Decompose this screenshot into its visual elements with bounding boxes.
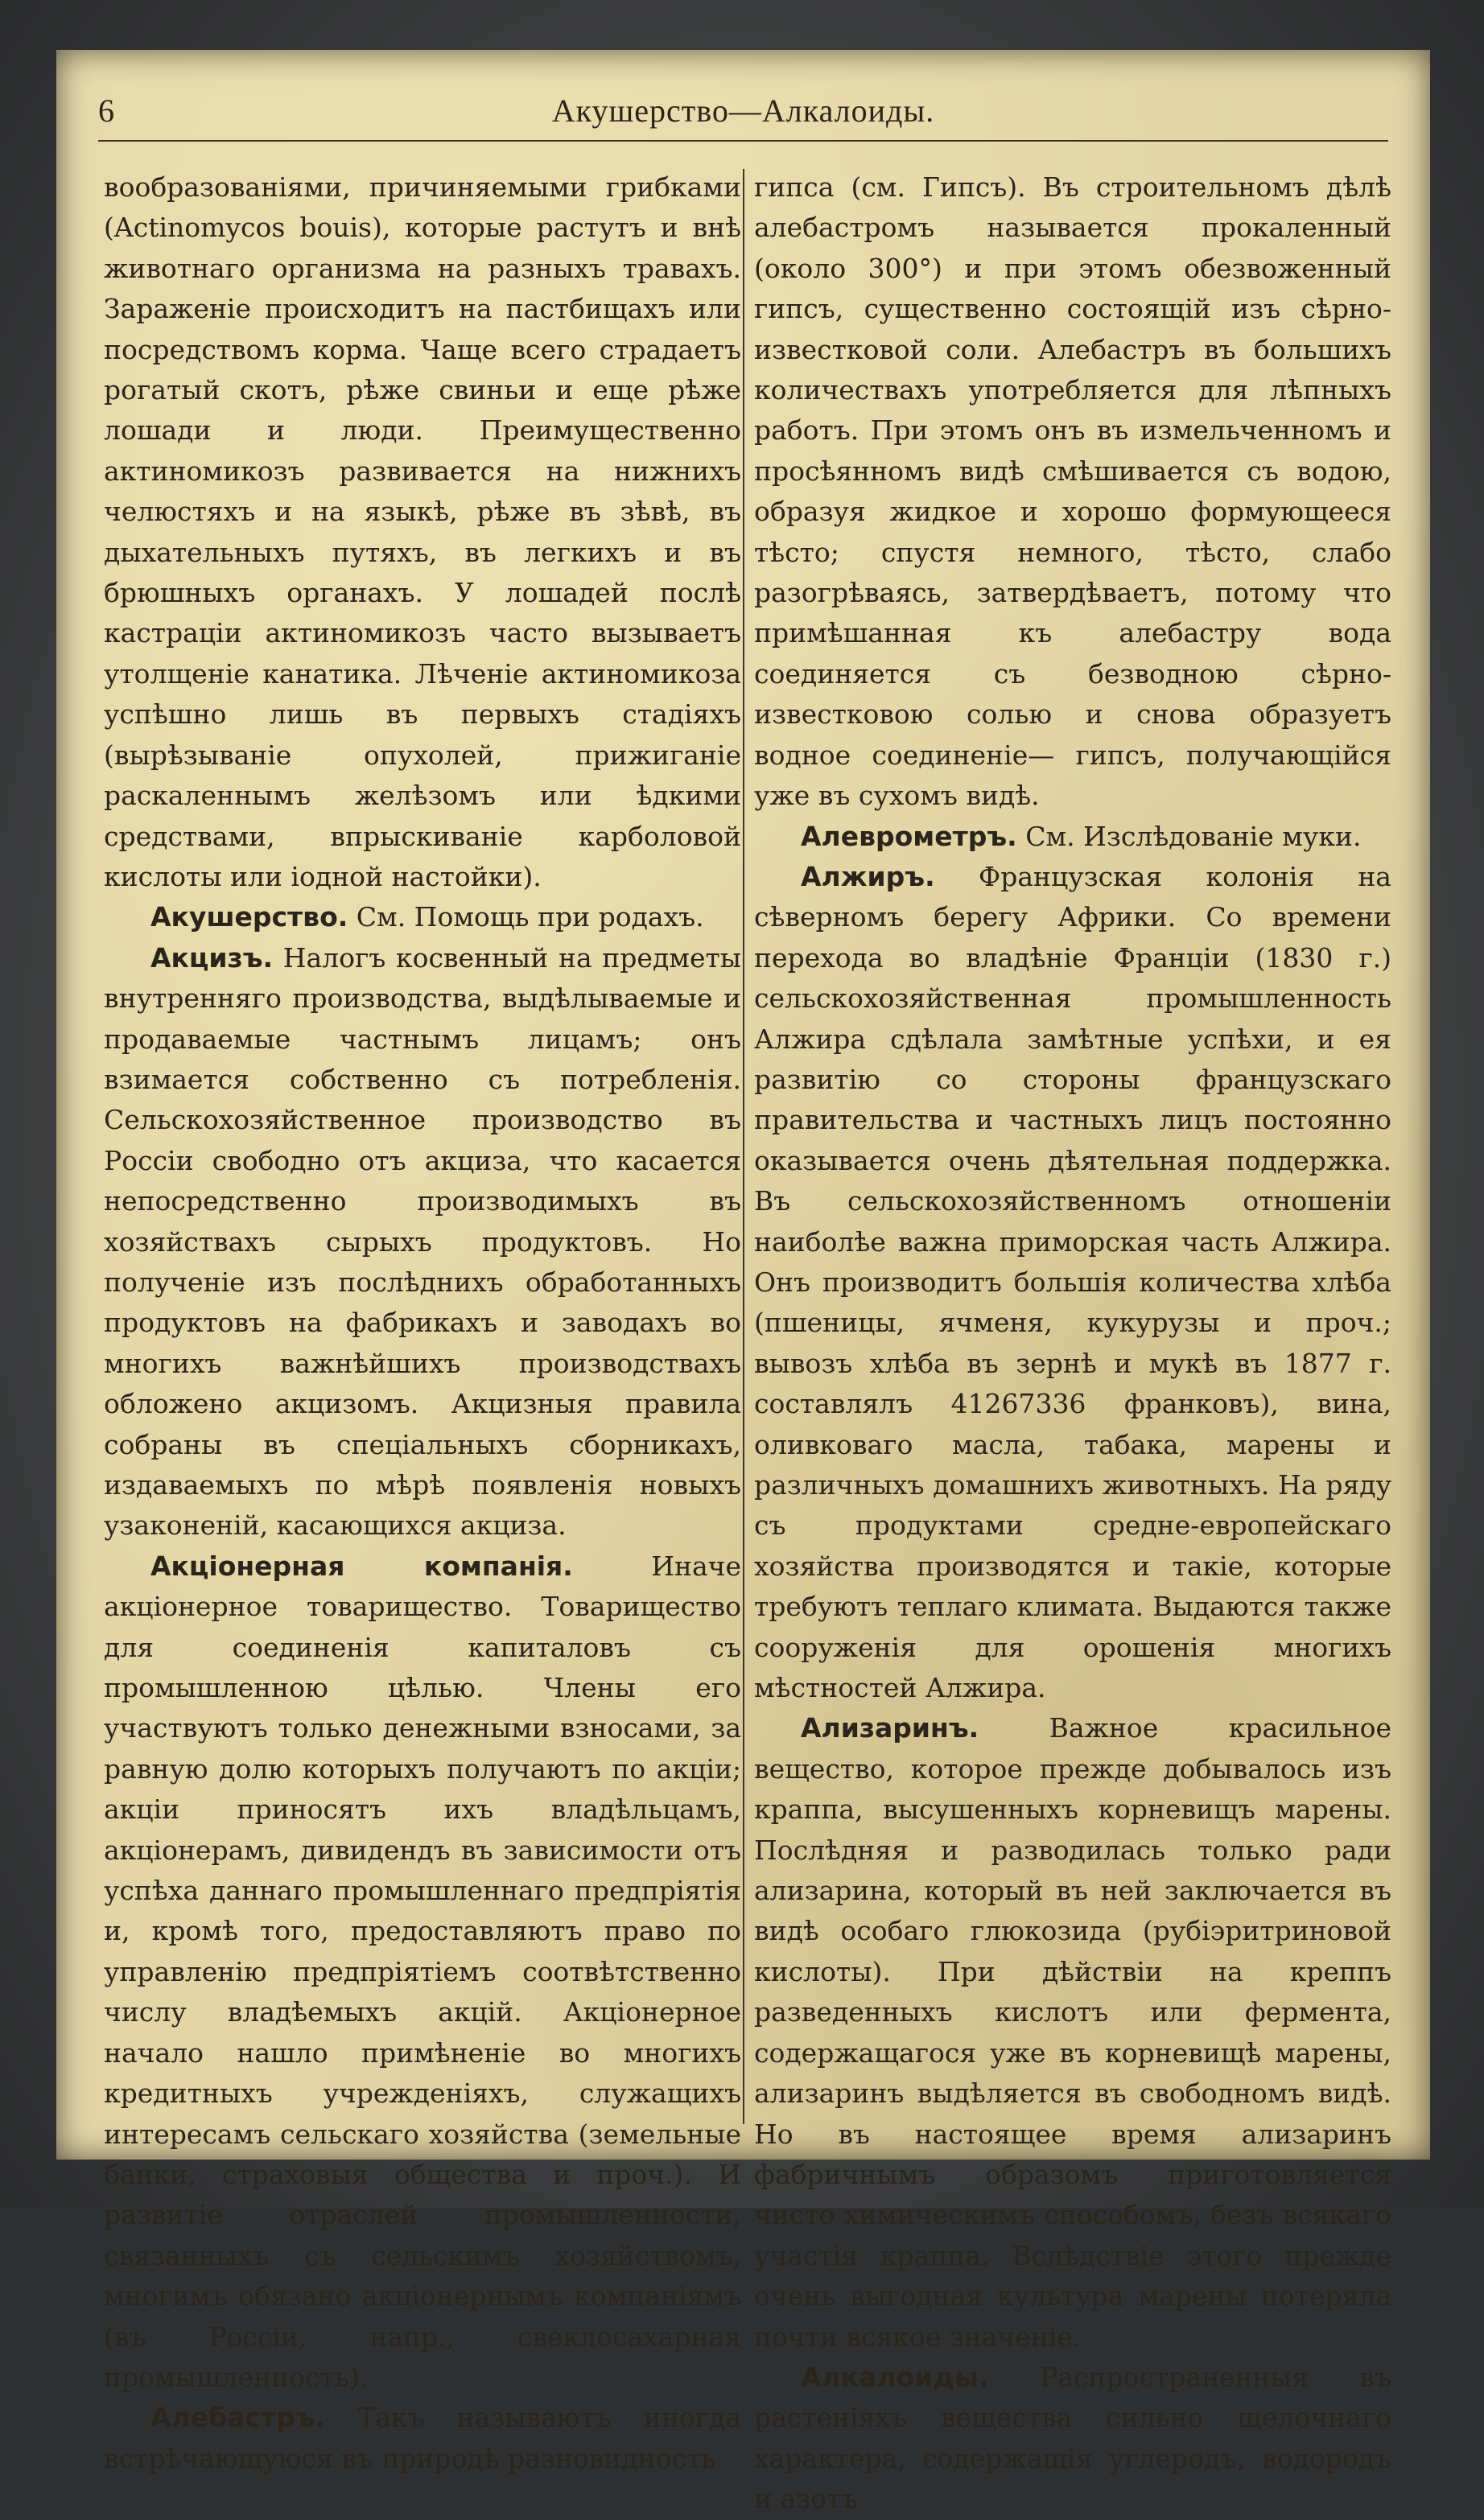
entry-text: Французская колонія на сѣверномъ берегу Африки. Со времени перехода во владѣніе Франціи (1830 г.) сельскохозяйственная промышленность Алжира сдѣлала замѣтные успѣхи, и ея развитію со стороны французскаго правительства и частныхъ лицъ постоянно оказывается очень дѣятельная поддержка. Въ сельскохозяйственномъ отношеніи наиболѣе важна приморская часть Алжира. Онъ производитъ большія количества хлѣба (пшеницы, ячменя, кукурузы и проч.; вывозъ хлѣба въ зернѣ и мукѣ въ 1877 г. составлялъ 41267336 франковъ), вина, оливковаго масла, табака, марены и различныхъ домашнихъ животныхъ. На ряду съ продуктами средне-европейскаго хозяйства производятся и такіе, которые требуютъ теплаго климата. Выдаются также сооруженія для орошенія многихъ мѣстностей Алжира. xyxy=(754,860,1391,1704)
entry-text: См. Помощь при родахъ. xyxy=(348,901,704,933)
entry-text: Иначе акціонерное товарищество. Товарищество для соединенія капиталовъ съ промышленною цѣлью. Члены его участвуютъ только денежными взносами, за равную долю которыхъ получаютъ по акціи; акціи приносятъ ихъ владѣльцамъ, акціонерамъ, дивидендъ въ зависимости отъ успѣха даннаго промышленнаго предпріятія и, кромѣ того, предоставляютъ право по управленію предпріятіемъ соотвѣтственно числу владѣемыхъ акцій. Акціонерное начало нашло примѣненіе во многихъ кредитныхъ учрежденіяхъ, служащихъ интересамъ сельскаго хозяйства (земельные банки, страховыя общества и проч.). И развитіе отраслей промышленности, связанныхъ съ сельскимъ хозяйствомъ, многимъ обязано акціонернымъ компаніямъ (въ Россіи, напр., свеклосахарная промышленность). xyxy=(104,1550,741,2393)
entry-alebastr xyxy=(104,2398,741,2479)
right-column xyxy=(754,167,1391,2520)
entry-heading: Акушерство. xyxy=(150,901,348,933)
entry-text: Такъ называютъ иногда встрѣчающуюся въ природѣ разновидность xyxy=(104,2402,741,2474)
continued-text: вообразованіями, причиняемыми грибками (Actinomycos bouis), которые растутъ и внѣ животнаго организма на разныхъ травахъ. Зараженіе происходитъ на пастбищахъ или посредствомъ корма. Чаще всего страдаетъ рогатый скотъ, рѣже свиньи и еще рѣже лошади и люди. Преимущественно актиномикозъ развивается на нижнихъ челюстяхъ и на языкѣ, рѣже въ зѣвѣ, въ дыхательныхъ путяхъ, въ легкихъ и въ брюшныхъ органахъ. У лошадей послѣ кастраціи актиномикозъ часто вызываетъ утолщеніе канатика. Лѣченіе актиномикоза успѣшно лишь въ первыхъ стадіяхъ (вырѣзываніе опухолей, прижиганіе раскаленнымъ желѣзомъ или ѣдкими средствами, впрыскиваніе карболовой кислоты или іодной настойки). xyxy=(104,171,741,892)
left-column xyxy=(104,167,741,2479)
entry-heading: Акціонерная компанія. xyxy=(150,1550,573,1582)
entry-aktsionernaya-kompaniya xyxy=(104,1546,741,2399)
page-header xyxy=(98,92,1388,142)
entry-akusherstvo xyxy=(104,897,741,937)
column-divider xyxy=(743,169,744,2124)
entry-heading: Алкалоиды. xyxy=(801,2361,989,2393)
entry-alizarin xyxy=(754,1708,1391,2357)
entry-aktsiz xyxy=(104,938,741,1546)
entry-heading: Ализаринъ. xyxy=(801,1712,979,1744)
entry-heading: Алебастръ. xyxy=(150,2402,326,2434)
entry-alevrometr xyxy=(754,817,1391,857)
entry-text: Налогъ косвенный на предметы внутренняго производства, выдѣлываемые и продаваемые частнымъ лицамъ; онъ взимается собственно съ потребленія. Сельскохозяйственное производство въ Россіи свободно отъ акциза, что касается непосредственно производимыхъ въ хозяйствахъ сырыхъ продуктовъ. Но полученіе изъ послѣднихъ обработанныхъ продуктовъ на фабрикахъ и заводахъ во многихъ важнѣйшихъ производствахъ обложено акцизомъ. Акцизныя правила собраны въ спеціальныхъ сборникахъ, издаваемыхъ по мѣрѣ появленія новыхъ узаконеній, касающихся акциза. xyxy=(104,941,741,1542)
continued-text: гипса (см. Гипсъ). Въ строительномъ дѣлѣ алебастромъ называется прокаленный (около 300°) и при этомъ обезвоженный гипсъ, существенно состоящій изъ сѣрно-известковой соли. Алебастръ въ большихъ количествахъ употребляется для лѣпныхъ работъ. При этомъ онъ въ измельченномъ и просѣянномъ видѣ смѣшивается съ водою, образуя жидкое и хорошо формующееся тѣсто; спустя немного, тѣсто, слабо разогрѣваясь, затвердѣваетъ, потому что примѣшанная къ алебастру вода соединяется съ безводною сѣрно-известковою солью и снова образуетъ водное соединеніе— гипсъ, получающійся уже въ сухомъ видѣ. xyxy=(754,171,1391,812)
entry-text: Важное красильное вещество, которое прежде добывалось изъ краппа, высушенныхъ корневищъ марены. Послѣдняя и разводилась только ради ализарина, который въ ней заключается въ видѣ особаго глюкозида (рубіэритриновой кислоты). При дѣйствіи на креппъ разведенныхъ кислотъ или фермента, содержащагося уже въ корневищѣ марены, ализаринъ выдѣляется въ свободномъ видѣ. Но въ настоящее время ализаринъ фабричнымъ образомъ приготовляется чисто химическимъ способомъ, безъ всякаго участія краппа. Вслѣдствіе этого прежде очень выгодная культура марены потеряла почти всякое значеніе. xyxy=(754,1712,1391,2353)
running-title: Акушерство—Алкалоиды. xyxy=(551,93,935,129)
entry-alkaloidy xyxy=(754,2357,1391,2520)
book-page xyxy=(56,50,1430,2515)
page-number: 6 xyxy=(98,93,114,129)
entry-text: Распространенныя въ растеніяхъ вещества сильно щелочнаго характера, содержащія углеродъ, водородъ и азотъ xyxy=(754,2361,1391,2515)
entry-text: См. Изслѣдованіе муки. xyxy=(1016,820,1362,852)
entry-heading: Акцизъ. xyxy=(150,941,274,974)
entry-heading: Алеврометръ. xyxy=(801,820,1017,852)
entry-heading: Алжиръ. xyxy=(801,860,935,892)
entry-alzhir xyxy=(754,857,1391,1709)
